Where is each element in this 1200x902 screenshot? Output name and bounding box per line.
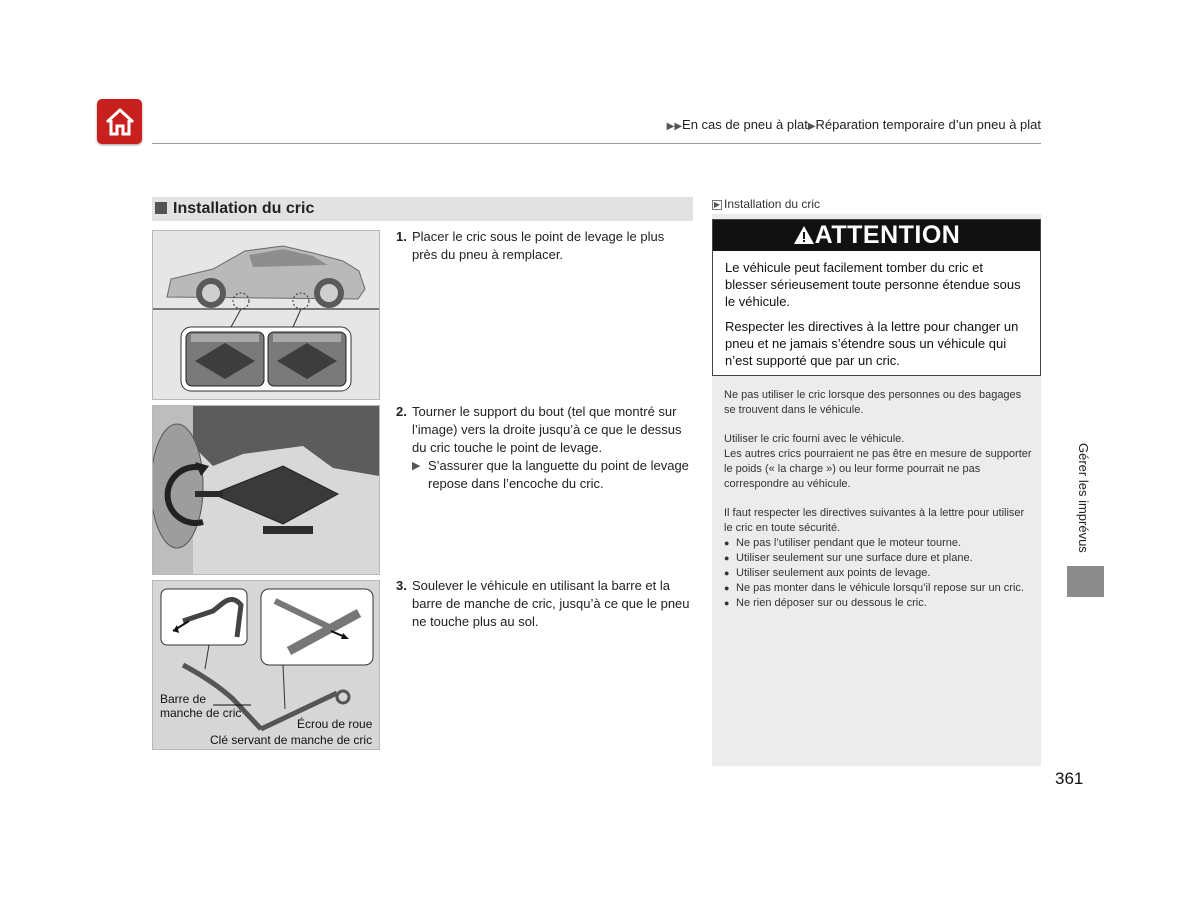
header-divider bbox=[152, 143, 1041, 144]
step-number: 3. bbox=[396, 578, 407, 593]
sidebar-ref-text: Installation du cric bbox=[724, 197, 821, 211]
step-2 bbox=[396, 403, 694, 493]
step-3 bbox=[396, 577, 694, 631]
note-3: Il faut respecter les directives suivantes à la lettre pour utiliser le cric en toute sécurité. bbox=[724, 507, 1025, 534]
home-button[interactable] bbox=[97, 99, 142, 144]
attention-paragraph-1: Le véhicule peut facilement tomber du cric et blesser sérieusement toute personne étendue sous le véhicule. bbox=[725, 260, 1021, 309]
label-jack-bar: Barre de manche de cric bbox=[160, 692, 242, 720]
label-wheel-wrench: Clé servant de manche de cric bbox=[210, 733, 373, 747]
home-icon bbox=[104, 107, 136, 137]
attention-title: ATTENTION bbox=[814, 221, 961, 249]
step-1 bbox=[396, 228, 694, 264]
step-subnote bbox=[412, 457, 694, 493]
step-text: Soulever le véhicule en utilisant la barre et la barre de manche de cric, jusqu’à ce que le pneu ne touche plus au sol. bbox=[412, 578, 690, 629]
figure-jack-points bbox=[152, 230, 380, 400]
sidebar-notes bbox=[724, 388, 1034, 611]
bullet-item: ● Ne pas l’utiliser pendant que le moteur tourne. bbox=[724, 536, 1034, 551]
bullet-item: ● Ne pas monter dans le véhicule lorsqu’il repose sur un cric. bbox=[724, 581, 1034, 596]
attention-box bbox=[712, 219, 1041, 376]
section-title: Installation du cric bbox=[173, 200, 315, 217]
note-2b: Les autres crics pourraient ne pas être en mesure de supporter le poids (« la charge ») ou leur forme pourrait ne pas correspondre au véhicule. bbox=[724, 448, 1032, 490]
warning-icon bbox=[793, 225, 815, 245]
step-number: 1. bbox=[396, 229, 407, 244]
breadcrumb-arrow-icon: ▶ bbox=[807, 121, 816, 132]
bullet-item: ● Utiliser seulement sur une surface dure et plane. bbox=[724, 551, 1034, 566]
step-subnote-text: S’assurer que la languette du point de levage repose dans l’encoche du cric. bbox=[428, 458, 689, 491]
breadcrumb bbox=[667, 117, 1041, 132]
sidebar-reference-title bbox=[712, 196, 1041, 214]
bullet-item: ● Ne rien déposer sur ou dessous le cric. bbox=[724, 596, 1034, 611]
page-number: 361 bbox=[1055, 769, 1084, 788]
chapter-tab-marker[interactable] bbox=[1067, 566, 1104, 597]
bullet-item: ● Utiliser seulement aux points de levage. bbox=[724, 566, 1034, 581]
note-1: Ne pas utiliser le cric lorsque des personnes ou des bagages se trouvent dans le véhicule. bbox=[724, 389, 1022, 416]
step-text: Tourner le support du bout (tel que montré sur l’image) vers la droite jusqu’à ce que le dessus du cric touche le point de levage. bbox=[412, 404, 682, 455]
section-square-icon bbox=[155, 202, 167, 214]
triangle-icon: ▶ bbox=[412, 460, 421, 472]
breadcrumb-link-1[interactable]: En cas de pneu à plat bbox=[682, 117, 808, 132]
breadcrumb-link-2[interactable]: Réparation temporaire d’un pneu à plat bbox=[815, 117, 1041, 132]
reference-arrow-icon: ▶ bbox=[713, 200, 721, 209]
figure-jack-closeup bbox=[152, 405, 380, 575]
note-2a: Utiliser le cric fourni avec le véhicule. bbox=[724, 433, 905, 445]
step-text: Placer le cric sous le point de levage le plus près du pneu à remplacer. bbox=[412, 229, 665, 262]
breadcrumb-arrow-icon: ▶▶ bbox=[666, 121, 683, 132]
step-number: 2. bbox=[396, 404, 407, 419]
attention-header bbox=[713, 220, 1040, 251]
chapter-tab-label[interactable]: Gérer les imprévus bbox=[1076, 443, 1091, 553]
label-wheel-nut: Écrou de roue bbox=[297, 717, 373, 731]
attention-paragraph-2: Respecter les directives à la lettre pour changer un pneu et ne jamais s’étendre sous un véhicule qui n’est supporté que par un cric. bbox=[725, 319, 1019, 368]
section-heading bbox=[152, 197, 693, 221]
